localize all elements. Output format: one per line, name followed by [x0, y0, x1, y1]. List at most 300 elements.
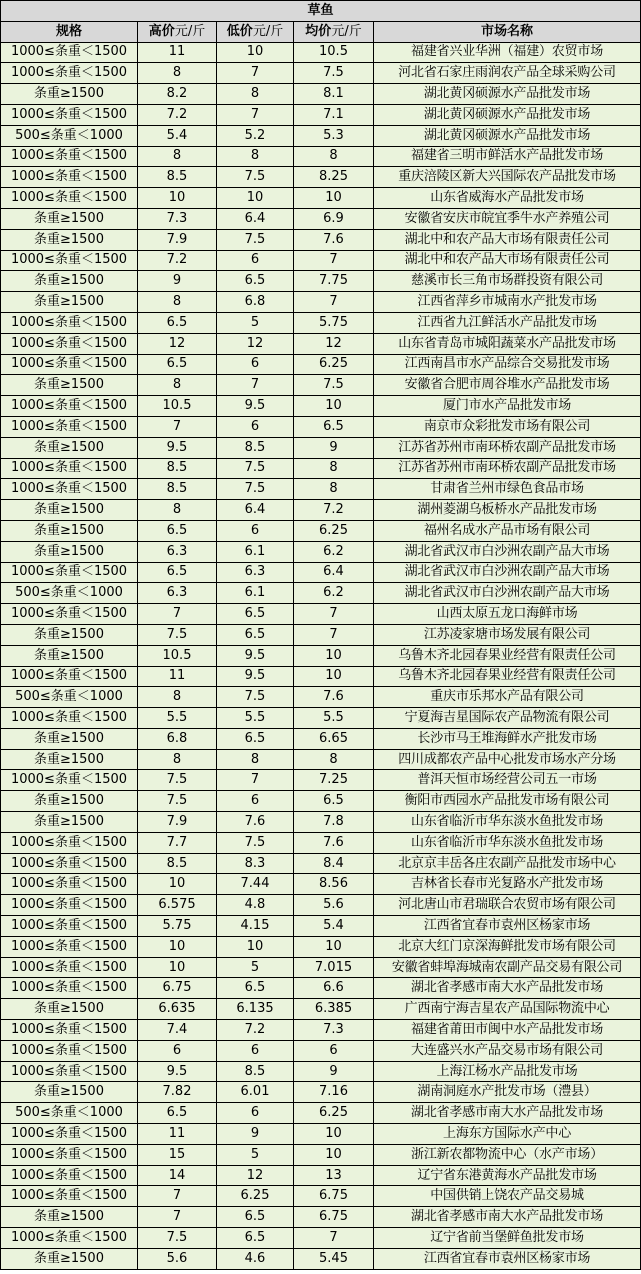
cell-spec: 条重≥1500 — [1, 437, 138, 458]
cell-market-name: 衡阳市西园水产品批发市场有限公司 — [374, 791, 641, 812]
cell-avg-price: 12 — [294, 333, 374, 354]
cell-high-price: 8 — [138, 500, 217, 521]
cell-spec: 1000≤条重＜1500 — [1, 895, 138, 916]
cell-low-price: 6.01 — [217, 1082, 294, 1103]
cell-high-price: 8 — [138, 292, 217, 313]
table-row — [1, 541, 641, 562]
cell-low-price: 6 — [217, 1040, 294, 1061]
cell-high-price: 10 — [138, 936, 217, 957]
cell-market-name: 湖北省孝感市南大水产品批发市场 — [374, 1207, 641, 1228]
cell-avg-price: 6.5 — [294, 416, 374, 437]
cell-high-price: 6.5 — [138, 354, 217, 375]
cell-high-price: 7 — [138, 1186, 217, 1207]
table-row — [1, 479, 641, 500]
cell-spec: 条重≥1500 — [1, 375, 138, 396]
cell-spec: 500≤条重＜1000 — [1, 125, 138, 146]
cell-market-name: 厦门市水产品批发市场 — [374, 396, 641, 417]
cell-low-price: 8 — [217, 84, 294, 105]
cell-spec: 条重≥1500 — [1, 624, 138, 645]
cell-market-name: 上海江杨水产品批发市场 — [374, 1061, 641, 1082]
table-row — [1, 874, 641, 895]
cell-spec: 条重≥1500 — [1, 229, 138, 250]
cell-high-price: 6.575 — [138, 895, 217, 916]
cell-low-price: 7.2 — [217, 1020, 294, 1041]
cell-low-price: 10 — [217, 42, 294, 63]
cell-market-name: 甘肃省兰州市绿色食品市场 — [374, 479, 641, 500]
cell-avg-price: 10 — [294, 188, 374, 209]
cell-avg-price: 7.25 — [294, 770, 374, 791]
cell-avg-price: 9 — [294, 1061, 374, 1082]
cell-high-price: 6.3 — [138, 583, 217, 604]
table-row — [1, 853, 641, 874]
table-row — [1, 416, 641, 437]
cell-high-price: 7 — [138, 604, 217, 625]
cell-avg-price: 5.5 — [294, 708, 374, 729]
cell-avg-price: 6.5 — [294, 791, 374, 812]
cell-avg-price: 10 — [294, 1124, 374, 1145]
cell-low-price: 5.5 — [217, 708, 294, 729]
cell-high-price: 7 — [138, 1207, 217, 1228]
cell-market-name: 山东省威海水产品批发市场 — [374, 188, 641, 209]
table-row — [1, 687, 641, 708]
cell-spec: 1000≤条重＜1500 — [1, 42, 138, 63]
cell-high-price: 10 — [138, 188, 217, 209]
cell-low-price: 8 — [217, 749, 294, 770]
cell-low-price: 4.8 — [217, 895, 294, 916]
cell-high-price: 7.5 — [138, 770, 217, 791]
cell-avg-price: 7.5 — [294, 375, 374, 396]
cell-market-name: 宁夏海吉星国际农产品物流有限公司 — [374, 708, 641, 729]
table-row — [1, 1124, 641, 1145]
cell-avg-price: 5.75 — [294, 312, 374, 333]
cell-low-price: 6.4 — [217, 208, 294, 229]
cell-low-price: 8.5 — [217, 437, 294, 458]
cell-low-price: 6 — [217, 791, 294, 812]
cell-market-name: 辽宁省东港黄海水产品批发市场 — [374, 1165, 641, 1186]
cell-spec: 1000≤条重＜1500 — [1, 396, 138, 417]
cell-avg-price: 10.5 — [294, 42, 374, 63]
cell-low-price: 6 — [217, 416, 294, 437]
cell-spec: 1000≤条重＜1500 — [1, 354, 138, 375]
cell-spec: 1000≤条重＜1500 — [1, 479, 138, 500]
cell-low-price: 12 — [217, 1165, 294, 1186]
cell-market-name: 北京大红门京深海鲜批发市场有限公司 — [374, 936, 641, 957]
cell-low-price: 4.15 — [217, 916, 294, 937]
cell-low-price: 6.1 — [217, 541, 294, 562]
cell-market-name: 湖北省孝感市南大水产品批发市场 — [374, 978, 641, 999]
cell-low-price: 8.3 — [217, 853, 294, 874]
table-row — [1, 624, 641, 645]
cell-low-price: 5 — [217, 1144, 294, 1165]
cell-low-price: 6.8 — [217, 292, 294, 313]
cell-market-name: 吉林省长春市光复路水产批发市场 — [374, 874, 641, 895]
cell-high-price: 8 — [138, 146, 217, 167]
cell-avg-price: 6.9 — [294, 208, 374, 229]
cell-market-name: 江西省萍乡市城南水产批发市场 — [374, 292, 641, 313]
cell-market-name: 重庆涪陵区新大兴国际农产品批发市场 — [374, 167, 641, 188]
cell-avg-price: 10 — [294, 666, 374, 687]
cell-spec: 条重≥1500 — [1, 520, 138, 541]
cell-low-price: 7 — [217, 104, 294, 125]
cell-spec: 1000≤条重＜1500 — [1, 416, 138, 437]
cell-avg-price: 6.6 — [294, 978, 374, 999]
cell-avg-price: 8 — [294, 479, 374, 500]
cell-high-price: 8 — [138, 749, 217, 770]
cell-avg-price: 10 — [294, 396, 374, 417]
cell-high-price: 6.8 — [138, 728, 217, 749]
cell-avg-price: 7.75 — [294, 271, 374, 292]
cell-market-name: 福建省莆田市闽中水产品批发市场 — [374, 1020, 641, 1041]
cell-market-name: 江西南昌市水产品综合交易批发市场 — [374, 354, 641, 375]
table-title: 草鱼 — [1, 1, 641, 22]
cell-market-name: 湖南洞庭水产批发市场（澧县） — [374, 1082, 641, 1103]
cell-market-name: 湖北中和农产品大市场有限责任公司 — [374, 229, 641, 250]
table-row — [1, 604, 641, 625]
cell-market-name: 安徽省蚌埠海城南农副产品交易有限公司 — [374, 957, 641, 978]
cell-spec: 条重≥1500 — [1, 812, 138, 833]
table-row — [1, 1165, 641, 1186]
cell-spec: 1000≤条重＜1500 — [1, 666, 138, 687]
table-row — [1, 812, 641, 833]
cell-market-name: 江西省宜春市袁州区杨家市场 — [374, 1248, 641, 1269]
cell-low-price: 8 — [217, 146, 294, 167]
cell-high-price: 11 — [138, 666, 217, 687]
cell-avg-price: 7.5 — [294, 63, 374, 84]
cell-low-price: 5 — [217, 957, 294, 978]
cell-market-name: 江苏省苏州市南环桥农副产品批发市场 — [374, 458, 641, 479]
cell-high-price: 7.82 — [138, 1082, 217, 1103]
cell-market-name: 福建省三明市鲜活水产品批发市场 — [374, 146, 641, 167]
cell-high-price: 5.4 — [138, 125, 217, 146]
cell-spec: 条重≥1500 — [1, 1082, 138, 1103]
cell-market-name: 重庆市乐邦水产品有限公司 — [374, 687, 641, 708]
cell-avg-price: 7 — [294, 250, 374, 271]
cell-avg-price: 6.75 — [294, 1186, 374, 1207]
cell-high-price: 8 — [138, 687, 217, 708]
table-row — [1, 770, 641, 791]
cell-low-price: 5.2 — [217, 125, 294, 146]
cell-market-name: 山东省临沂市华东淡水鱼批发市场 — [374, 812, 641, 833]
cell-spec: 1000≤条重＜1500 — [1, 312, 138, 333]
cell-high-price: 11 — [138, 42, 217, 63]
cell-market-name: 湖州菱湖乌板桥水产品批发市场 — [374, 500, 641, 521]
cell-low-price: 5 — [217, 312, 294, 333]
cell-spec: 条重≥1500 — [1, 292, 138, 313]
cell-low-price: 7 — [217, 770, 294, 791]
cell-low-price: 6 — [217, 250, 294, 271]
cell-high-price: 8.5 — [138, 853, 217, 874]
table-row — [1, 645, 641, 666]
cell-low-price: 6.5 — [217, 978, 294, 999]
cell-market-name: 湖北省武汉市白沙洲农副产品大市场 — [374, 562, 641, 583]
cell-high-price: 6 — [138, 1040, 217, 1061]
cell-spec: 条重≥1500 — [1, 1248, 138, 1269]
cell-avg-price: 7.1 — [294, 104, 374, 125]
table-row — [1, 1061, 641, 1082]
table-row — [1, 458, 641, 479]
cell-market-name: 湖北省武汉市白沙洲农副产品大市场 — [374, 583, 641, 604]
cell-spec: 1000≤条重＜1500 — [1, 874, 138, 895]
cell-spec: 1000≤条重＜1500 — [1, 832, 138, 853]
cell-high-price: 7.9 — [138, 812, 217, 833]
cell-avg-price: 7.8 — [294, 812, 374, 833]
cell-high-price: 8.5 — [138, 479, 217, 500]
cell-market-name: 湖北省孝感市南大水产品批发市场 — [374, 1103, 641, 1124]
cell-avg-price: 7.015 — [294, 957, 374, 978]
cell-low-price: 7.5 — [217, 229, 294, 250]
cell-avg-price: 6.25 — [294, 1103, 374, 1124]
cell-market-name: 湖北黄冈硕源水产品批发市场 — [374, 125, 641, 146]
cell-spec: 1000≤条重＜1500 — [1, 604, 138, 625]
cell-high-price: 7.9 — [138, 229, 217, 250]
cell-spec: 500≤条重＜1000 — [1, 687, 138, 708]
cell-low-price: 7 — [217, 375, 294, 396]
cell-market-name: 四川成都农产品中心批发市场水产分场 — [374, 749, 641, 770]
cell-low-price: 9.5 — [217, 396, 294, 417]
cell-low-price: 7 — [217, 63, 294, 84]
header-high — [138, 21, 217, 42]
cell-avg-price: 6.25 — [294, 520, 374, 541]
table-row — [1, 666, 641, 687]
table-row — [1, 1040, 641, 1061]
table-row — [1, 208, 641, 229]
table-row — [1, 895, 641, 916]
cell-market-name: 江苏凌家塘市场发展有限公司 — [374, 624, 641, 645]
cell-avg-price: 8.56 — [294, 874, 374, 895]
cell-high-price: 9.5 — [138, 437, 217, 458]
cell-low-price: 7.5 — [217, 167, 294, 188]
table-row — [1, 1082, 641, 1103]
cell-high-price: 5.75 — [138, 916, 217, 937]
cell-market-name: 长沙市马王堆海鲜水产批发市场 — [374, 728, 641, 749]
cell-spec: 1000≤条重＜1500 — [1, 770, 138, 791]
header-avg-unit: 元/斤 — [331, 23, 362, 39]
cell-spec: 1000≤条重＜1500 — [1, 853, 138, 874]
header-high-label: 高价 — [148, 23, 175, 39]
cell-market-name: 福州名成水产品市场有限公司 — [374, 520, 641, 541]
cell-spec: 1000≤条重＜1500 — [1, 1124, 138, 1145]
cell-avg-price: 7.6 — [294, 229, 374, 250]
cell-spec: 条重≥1500 — [1, 999, 138, 1020]
table-row — [1, 832, 641, 853]
cell-avg-price: 10 — [294, 936, 374, 957]
table-row — [1, 125, 641, 146]
cell-spec: 1000≤条重＜1500 — [1, 1020, 138, 1041]
cell-market-name: 山东省临沂市华东淡水鱼批发市场 — [374, 832, 641, 853]
table-row — [1, 63, 641, 84]
table-body — [1, 42, 641, 1269]
cell-high-price: 11 — [138, 1124, 217, 1145]
cell-spec: 1000≤条重＜1500 — [1, 63, 138, 84]
cell-low-price: 6.1 — [217, 583, 294, 604]
cell-market-name: 湖北中和农产品大市场有限责任公司 — [374, 250, 641, 271]
cell-market-name: 安徽省合肥市周谷堆水产品批发市场 — [374, 375, 641, 396]
cell-spec: 1000≤条重＜1500 — [1, 458, 138, 479]
cell-avg-price: 10 — [294, 1144, 374, 1165]
cell-market-name: 山东省青岛市城阳蔬菜水产品批发市场 — [374, 333, 641, 354]
cell-low-price: 8.5 — [217, 1061, 294, 1082]
table-row — [1, 583, 641, 604]
cell-spec: 500≤条重＜1000 — [1, 583, 138, 604]
cell-avg-price: 7.3 — [294, 1020, 374, 1041]
cell-market-name: 河北唐山市君瑞联合农贸市场有限公司 — [374, 895, 641, 916]
header-row — [1, 21, 641, 42]
cell-high-price: 15 — [138, 1144, 217, 1165]
cell-spec: 1000≤条重＜1500 — [1, 1165, 138, 1186]
cell-market-name: 南京市众彩批发市场有限公司 — [374, 416, 641, 437]
cell-high-price: 9 — [138, 271, 217, 292]
cell-high-price: 14 — [138, 1165, 217, 1186]
cell-avg-price: 6.75 — [294, 1207, 374, 1228]
cell-high-price: 7.4 — [138, 1020, 217, 1041]
cell-market-name: 乌鲁木齐北园春果业经营有限责任公司 — [374, 666, 641, 687]
cell-avg-price: 6 — [294, 1040, 374, 1061]
cell-spec: 1000≤条重＜1500 — [1, 104, 138, 125]
cell-market-name: 江苏省苏州市南环桥农副产品批发市场 — [374, 437, 641, 458]
cell-high-price: 8 — [138, 375, 217, 396]
cell-high-price: 6.5 — [138, 520, 217, 541]
cell-spec: 条重≥1500 — [1, 1207, 138, 1228]
cell-high-price: 9.5 — [138, 1061, 217, 1082]
cell-spec: 1000≤条重＜1500 — [1, 167, 138, 188]
table-row — [1, 728, 641, 749]
cell-spec: 1000≤条重＜1500 — [1, 936, 138, 957]
cell-high-price: 7.5 — [138, 624, 217, 645]
table-row — [1, 1248, 641, 1269]
table-row — [1, 1144, 641, 1165]
cell-low-price: 4.6 — [217, 1248, 294, 1269]
cell-spec: 条重≥1500 — [1, 541, 138, 562]
cell-avg-price: 5.3 — [294, 125, 374, 146]
cell-low-price: 6 — [217, 354, 294, 375]
cell-spec: 1000≤条重＜1500 — [1, 188, 138, 209]
cell-avg-price: 6.25 — [294, 354, 374, 375]
cell-spec: 条重≥1500 — [1, 208, 138, 229]
cell-market-name: 湖北省武汉市白沙洲农副产品大市场 — [374, 541, 641, 562]
cell-avg-price: 7 — [294, 1228, 374, 1249]
cell-avg-price: 7.16 — [294, 1082, 374, 1103]
table-row — [1, 250, 641, 271]
cell-spec: 1000≤条重＜1500 — [1, 957, 138, 978]
cell-spec: 条重≥1500 — [1, 500, 138, 521]
cell-avg-price: 6.2 — [294, 583, 374, 604]
cell-low-price: 6.5 — [217, 728, 294, 749]
header-low-label: 低价 — [226, 23, 253, 39]
cell-market-name: 上海东方国际水产中心 — [374, 1124, 641, 1145]
cell-avg-price: 10 — [294, 645, 374, 666]
cell-low-price: 9.5 — [217, 666, 294, 687]
cell-low-price: 9 — [217, 1124, 294, 1145]
cell-high-price: 6.75 — [138, 978, 217, 999]
cell-avg-price: 7 — [294, 624, 374, 645]
cell-high-price: 7.7 — [138, 832, 217, 853]
table-row — [1, 312, 641, 333]
cell-low-price: 7.5 — [217, 687, 294, 708]
cell-avg-price: 6.2 — [294, 541, 374, 562]
cell-high-price: 6.635 — [138, 999, 217, 1020]
cell-spec: 1000≤条重＜1500 — [1, 333, 138, 354]
cell-avg-price: 7 — [294, 292, 374, 313]
table-row — [1, 354, 641, 375]
table-row — [1, 520, 641, 541]
cell-avg-price: 8.25 — [294, 167, 374, 188]
cell-low-price: 10 — [217, 188, 294, 209]
cell-low-price: 7.5 — [217, 479, 294, 500]
cell-high-price: 10.5 — [138, 396, 217, 417]
cell-low-price: 9.5 — [217, 645, 294, 666]
cell-market-name: 浙江新农都物流中心（水产市场） — [374, 1144, 641, 1165]
header-spec: 规格 — [1, 21, 138, 42]
table-row — [1, 562, 641, 583]
cell-avg-price: 7.6 — [294, 832, 374, 853]
cell-avg-price: 5.45 — [294, 1248, 374, 1269]
cell-avg-price: 5.6 — [294, 895, 374, 916]
cell-market-name: 大连盛兴水产品交易市场有限公司 — [374, 1040, 641, 1061]
cell-market-name: 湖北黄冈硕源水产品批发市场 — [374, 104, 641, 125]
title-row — [1, 1, 641, 22]
cell-low-price: 6.25 — [217, 1186, 294, 1207]
cell-avg-price: 9 — [294, 437, 374, 458]
cell-market-name: 慈溪市长三角市场群投资有限公司 — [374, 271, 641, 292]
table-row — [1, 333, 641, 354]
cell-avg-price: 6.65 — [294, 728, 374, 749]
table-row — [1, 146, 641, 167]
cell-market-name: 北京京丰岳各庄农副产品批发市场中心 — [374, 853, 641, 874]
cell-high-price: 8.5 — [138, 167, 217, 188]
table-row — [1, 708, 641, 729]
cell-avg-price: 7.6 — [294, 687, 374, 708]
cell-spec: 1000≤条重＜1500 — [1, 1144, 138, 1165]
header-avg-label: 均价 — [305, 23, 332, 39]
cell-spec: 1000≤条重＜1500 — [1, 146, 138, 167]
header-low-unit: 元/斤 — [252, 23, 284, 39]
cell-low-price: 6.4 — [217, 500, 294, 521]
cell-high-price: 5.6 — [138, 1248, 217, 1269]
table-row — [1, 500, 641, 521]
cell-low-price: 6.5 — [217, 604, 294, 625]
table-row — [1, 396, 641, 417]
table-row — [1, 999, 641, 1020]
cell-high-price: 8 — [138, 63, 217, 84]
cell-market-name: 普洱天恒市场经营公司五一市场 — [374, 770, 641, 791]
cell-market-name: 河北省石家庄雨润农产品全球采购公司 — [374, 63, 641, 84]
table-row — [1, 1103, 641, 1124]
table-row — [1, 978, 641, 999]
cell-low-price: 6 — [217, 1103, 294, 1124]
table-row — [1, 229, 641, 250]
cell-spec: 条重≥1500 — [1, 791, 138, 812]
cell-high-price: 5.5 — [138, 708, 217, 729]
cell-low-price: 7.5 — [217, 458, 294, 479]
cell-avg-price: 7.2 — [294, 500, 374, 521]
cell-spec: 1000≤条重＜1500 — [1, 1040, 138, 1061]
cell-market-name: 湖北黄冈硕源水产品批发市场 — [374, 84, 641, 105]
cell-low-price: 7.6 — [217, 812, 294, 833]
cell-high-price: 8.5 — [138, 458, 217, 479]
cell-avg-price: 13 — [294, 1165, 374, 1186]
cell-market-name: 江西省宜春市袁州区杨家市场 — [374, 916, 641, 937]
cell-high-price: 10.5 — [138, 645, 217, 666]
table-row — [1, 791, 641, 812]
cell-high-price: 8.2 — [138, 84, 217, 105]
cell-spec: 1000≤条重＜1500 — [1, 1228, 138, 1249]
cell-spec: 1000≤条重＜1500 — [1, 708, 138, 729]
cell-spec: 条重≥1500 — [1, 728, 138, 749]
cell-spec: 1000≤条重＜1500 — [1, 978, 138, 999]
cell-high-price: 7.5 — [138, 1228, 217, 1249]
cell-high-price: 10 — [138, 874, 217, 895]
header-avg — [294, 21, 374, 42]
